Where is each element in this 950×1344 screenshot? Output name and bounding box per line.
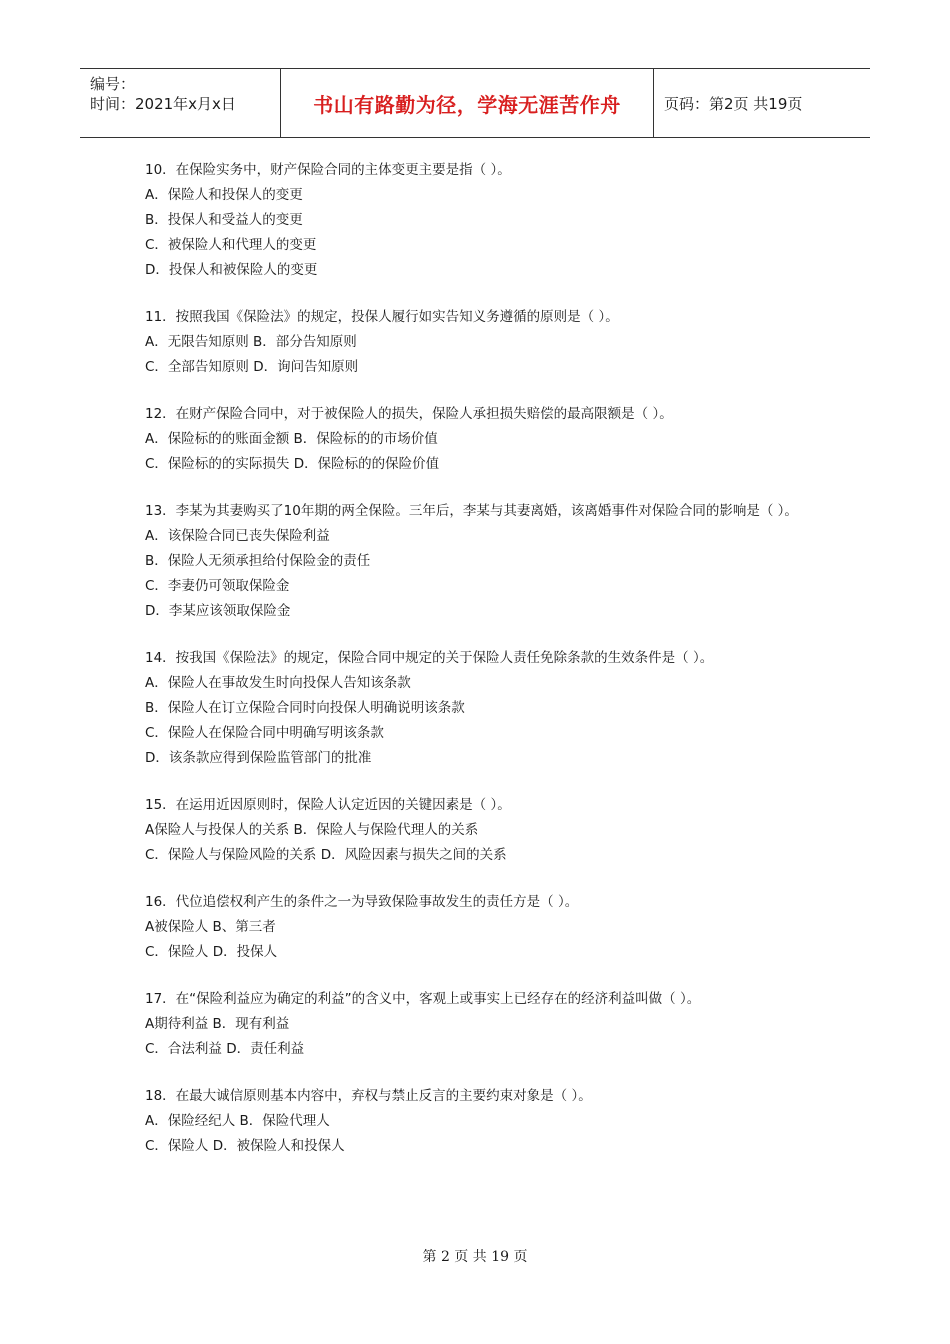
option: D．李某应该领取保险金 bbox=[145, 603, 291, 619]
option: C．被保险人和代理人的变更 bbox=[145, 237, 317, 253]
option: C．全部告知原则 D．询问告知原则 bbox=[145, 359, 359, 375]
option: C．保险人与保险风险的关系 D．风险因素与损失之间的关系 bbox=[145, 847, 507, 863]
option: A被保险人 B、第三者 bbox=[145, 919, 276, 935]
question-list bbox=[145, 158, 845, 1181]
question-item bbox=[145, 402, 845, 477]
page-header bbox=[80, 68, 870, 138]
header-motto-cell bbox=[281, 69, 654, 137]
question-stem: 18．在最大诚信原则基本内容中，弃权与禁止反言的主要约束对象是（ ）。 bbox=[145, 1088, 592, 1104]
option: C．保险人 D．被保险人和投保人 bbox=[145, 1138, 345, 1154]
option: A期待利益 B．现有利益 bbox=[145, 1016, 290, 1032]
question-item bbox=[145, 158, 845, 283]
option: B．保险人无须承担给付保险金的责任 bbox=[145, 553, 371, 569]
question-stem: 11．按照我国《保险法》的规定，投保人履行如实告知义务遵循的原则是（ ）。 bbox=[145, 309, 619, 325]
question-item bbox=[145, 1084, 845, 1159]
question-stem: 17．在“保险利益应为确定的利益”的含义中，客观上或事实上已经存在的经济利益叫做（ ）。 bbox=[145, 991, 701, 1007]
option: A．保险人在事故发生时向投保人告知该条款 bbox=[145, 675, 411, 691]
page-footer: 第 2 页 共 19 页 bbox=[422, 1249, 528, 1265]
option: C．李妻仍可领取保险金 bbox=[145, 578, 290, 594]
question-item bbox=[145, 305, 845, 380]
option: C．合法利益 D．责任利益 bbox=[145, 1041, 305, 1057]
header-page-cell bbox=[654, 69, 870, 137]
question-stem: 10．在保险实务中，财产保险合同的主体变更主要是指（ ）。 bbox=[145, 162, 511, 178]
question-item bbox=[145, 987, 845, 1062]
question-item bbox=[145, 499, 845, 624]
option: A．保险经纪人 B．保险代理人 bbox=[145, 1113, 330, 1129]
question-stem: 16．代位追偿权利产生的条件之一为导致保险事故发生的责任方是（ ）。 bbox=[145, 894, 579, 910]
page-info: 页码：第2页 共19页 bbox=[664, 94, 803, 113]
option: B．投保人和受益人的变更 bbox=[145, 212, 303, 228]
question-stem: 12．在财产保险合同中，对于被保险人的损失，保险人承担损失赔偿的最高限额是（ ）。 bbox=[145, 406, 673, 422]
option: A．无限告知原则 B．部分告知原则 bbox=[145, 334, 357, 350]
question-stem: 13．李某为其妻购买了10年期的两全保险。三年后，李某与其妻离婚，该离婚事件对保险合同的影响是（ ）。 bbox=[145, 503, 798, 519]
number-label: 编号： bbox=[90, 75, 136, 93]
question-item bbox=[145, 890, 845, 965]
motto-text: 书山有路勤为径，学海无涯苦作舟 bbox=[313, 92, 621, 117]
question-stem: 14．按我国《保险法》的规定，保险合同中规定的关于保险人责任免除条款的生效条件是（ ）。 bbox=[145, 650, 714, 666]
option: D．该条款应得到保险监管部门的批准 bbox=[145, 750, 372, 766]
option: A．该保险合同已丧失保险利益 bbox=[145, 528, 330, 544]
option: A．保险人和投保人的变更 bbox=[145, 187, 303, 203]
option: C．保险标的的实际损失 D．保险标的的保险价值 bbox=[145, 456, 440, 472]
option: A．保险标的的账面金额 B．保险标的的市场价值 bbox=[145, 431, 438, 447]
header-meta-cell bbox=[80, 69, 281, 137]
question-item bbox=[145, 793, 845, 868]
option: C．保险人 D．投保人 bbox=[145, 944, 278, 960]
option: C．保险人在保险合同中明确写明该条款 bbox=[145, 725, 384, 741]
option: B．保险人在订立保险合同时向投保人明确说明该条款 bbox=[145, 700, 465, 716]
question-item bbox=[145, 646, 845, 771]
time-label: 时间：2021年x月x日 bbox=[90, 95, 236, 113]
option: D．投保人和被保险人的变更 bbox=[145, 262, 318, 278]
question-stem: 15．在运用近因原则时，保险人认定近因的关键因素是（ ）。 bbox=[145, 797, 511, 813]
option: A保险人与投保人的关系 B．保险人与保险代理人的关系 bbox=[145, 822, 479, 838]
